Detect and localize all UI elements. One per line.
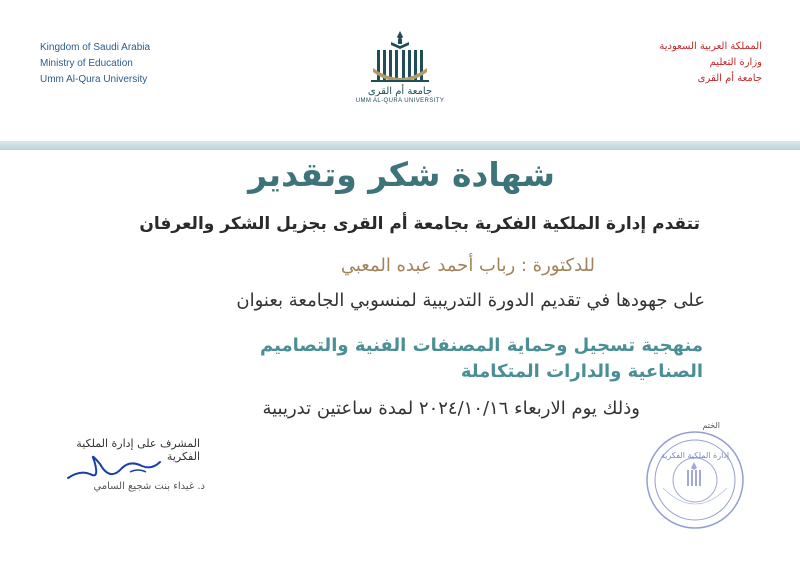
english-address (40, 40, 150, 88)
arabic-address (659, 39, 762, 87)
stamp-text: إدارة الملكية الفكرية (660, 451, 730, 460)
stamp-label: الختم (702, 421, 720, 430)
arabic-line-university: جامعة أم القرى (697, 73, 762, 84)
certificate-title: شهادة شكر وتقدير (248, 155, 555, 194)
date-line: وذلك يوم الاربعاء ٢٠٢٤/١٠/١٦ لمدة ساعتين تدريبية (262, 398, 640, 419)
course-title: منهجية تسجيل وحماية المصنفات الفنية والتصاميم الصناعية والدارات المتكاملة (259, 335, 703, 382)
presented-by-line: تتقدم إدارة الملكية الفكرية بجامعة أم القرى بجزيل الشكر والعرفان (139, 214, 700, 234)
header-divider (0, 141, 800, 150)
supervisor-name: د. غيداء بنت شجيع السامي (93, 481, 205, 492)
logo-emblem-icon (365, 28, 435, 86)
english-line-ministry: Ministry of Education (40, 58, 133, 69)
official-stamp-icon (643, 428, 747, 532)
logo-arabic-name: جامعة أم القرى (367, 86, 433, 97)
header (0, 0, 800, 140)
arabic-line-kingdom: المملكة العربية السعودية (659, 41, 762, 52)
recipient-line: للدكتورة : رباب أحمد عبده المعبي (340, 255, 595, 276)
logo-english-name: UMM AL-QURA UNIVERSITY (355, 98, 445, 104)
supervisor-title: المشرف على إدارة الملكية الفكرية (76, 437, 200, 463)
arabic-line-ministry: وزارة التعليم (709, 57, 762, 68)
english-line-university: Umm Al-Qura University (40, 74, 148, 85)
university-logo (350, 28, 450, 108)
efforts-line: على جهودها في تقديم الدورة التدريبية لمنسوبي الجامعة بعنوان (236, 290, 705, 311)
english-line-kingdom: Kingdom of Saudi Arabia (40, 42, 151, 53)
